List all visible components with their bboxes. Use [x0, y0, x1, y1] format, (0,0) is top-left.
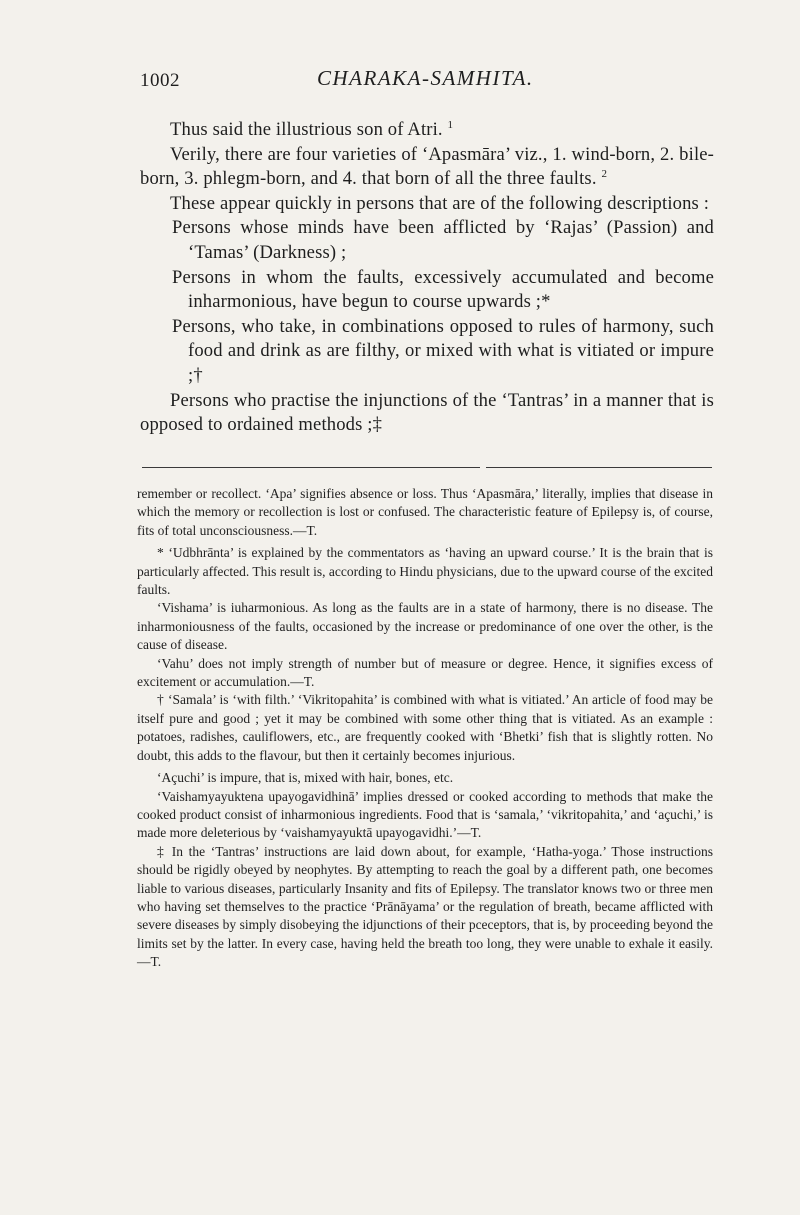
item-rajas-tamas: Persons whose minds have been afflicted by ‘Rajas’ (Passion) and ‘Tamas’ (Darkness) ;	[172, 217, 714, 263]
paragraph-varieties-text: Verily, there are four varieties of ‘Apasmāra’ viz., 1. wind-born, 2. bile-born, 3. phlegm-born, and 4. that born of all the three faults.	[140, 143, 714, 190]
footnotes	[137, 485, 713, 972]
footnote-acuchi: ‘Açuchi’ is impure, that is, mixed with hair, bones, etc.	[157, 770, 454, 786]
item-tantras: Persons who practise the injunctions of the ‘Tantras’ in a manner that is opposed to ordained methods ;‡	[140, 389, 714, 436]
page-header	[140, 66, 710, 96]
marginal-ref-1: 1	[447, 118, 454, 131]
item-food-drink: Persons, who take, in combinations opposed to rules of harmony, such food and drink as are filthy, or mixed with what is vitiated or impure ;†	[172, 315, 714, 386]
paragraph-atri	[140, 118, 714, 143]
running-title: CHARAKA-SAMHITA.	[317, 66, 534, 90]
footnote-vishama: ‘Vishama’ is iuharmonious. As long as the faults are in a state of harmony, there is no disease. The inharmoniousness of the faults, occasioned by the increase or predominance of one over the other, is the cause of disease.	[137, 600, 713, 653]
footnote-samala: † ‘Samala’ is ‘with filth.’ ‘Vikritopahita’ is combined with what is vitiated.’ An article of food may be itself pure and good ; yet it may be combined with some other thing that is vitiated. As an example : potatoes, radishes, cauliflowers, etc., are frequently cooked with ‘Bhetki’ fish that is slightly rotten. No doubt, this adds to the flavour, but then it certainly becomes injurious.	[137, 692, 713, 763]
item-faults-upwards: Persons in whom the faults, excessively accumulated and become inharmonious, have begun to course upwards ;*	[172, 266, 714, 313]
footnote-rule	[142, 467, 480, 468]
paragraph-atri-text: Thus said the illustrious son of Atri.	[170, 119, 443, 140]
paragraph-varieties	[140, 143, 714, 192]
marginal-ref-2: 2	[601, 168, 608, 180]
footnote-continued: remember or recollect. ‘Apa’ signifies absence or loss. Thus ‘Apasmāra,’ literally, implies that disease in which the memory or recollection is lost or confused. The characteristic feature of Epilepsy is, of course, fits of total unconsciousness.—T.	[137, 486, 713, 538]
page-number: 1002	[140, 70, 180, 91]
footnote-vahu: ‘Vahu’ does not imply strength of number but of measure or degree. Hence, it signifies excess of excitement or accumulation.—T.	[137, 655, 713, 690]
footnote-tantras: ‡ In the ‘Tantras’ instructions are laid down about, for example, ‘Hatha-yoga.’ Those instructions should be rigidly obeyed by neophytes. By attempting to reach the goal by a different path, one becomes liable to various diseases, particularly Insanity and fits of Epilepsy. The translator knows two or three men who having set themselves to the practice ‘Prānāyama’ or the regulation of breath, became afflicted with severe diseases by simply disobeying the idjunctions of their pceceptors, that is, by proceeding beyond the limits set by the latter. In every case, having held the breath too long, they were unable to exhale it easily.—T.	[137, 843, 713, 970]
paragraph-descriptions: These appear quickly in persons that are of the following descriptions :	[170, 192, 710, 214]
footnote-udbhranta: * ‘Udbhrānta’ is explained by the commentators as ‘having an upward course.’ It is the brain that is particularly affected. This result is, according to Hindu physicians, due to the upward course of the excited faults.	[137, 545, 713, 598]
footnote-rule-right	[486, 467, 712, 468]
footnote-vaishamya: ‘Vaishamyayuktena upayogavidhinā’ implies dressed or cooked according to methods that make the cooked product consist of inharmonious ingredients. Food that is ‘samala,’ ‘vikritopahita,’ and ‘açuchi,’ is made more deleterious by ‘vaishamyayuktā upayogavidhi.’—T.	[137, 788, 713, 841]
main-text	[140, 118, 714, 438]
